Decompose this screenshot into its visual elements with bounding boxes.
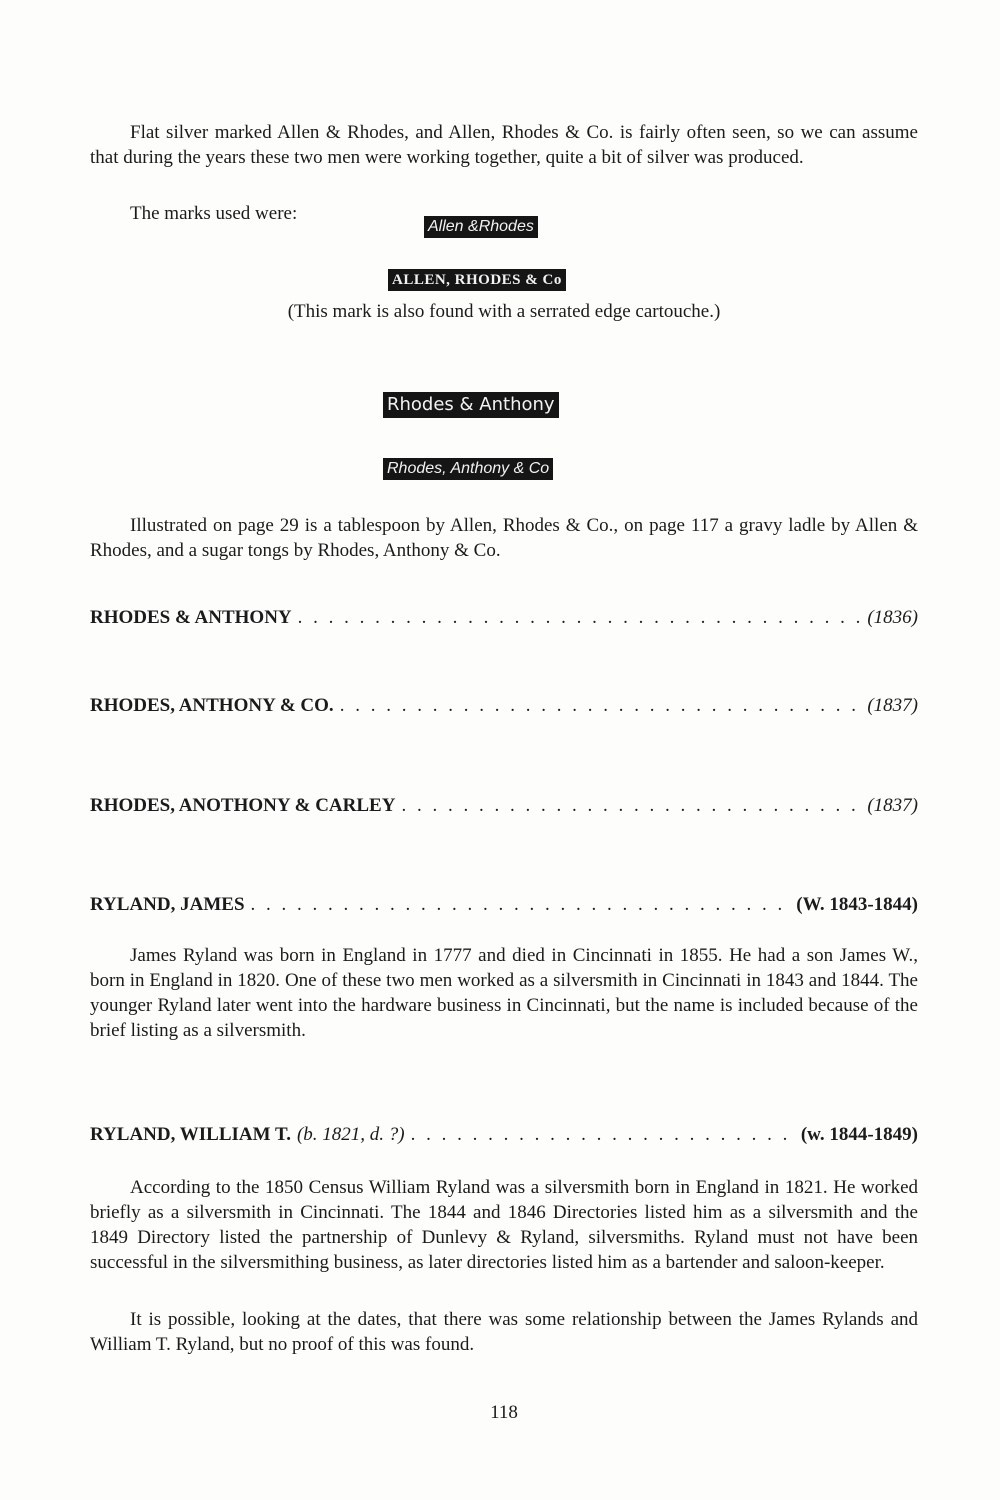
mark-allen-rhodes: Allen &Rhodes xyxy=(424,216,538,238)
entry-name: RHODES, ANTHONY & CO. xyxy=(90,695,334,716)
page-number: 118 xyxy=(490,1402,518,1423)
mark-rhodes-anthony: Rhodes & Anthony xyxy=(383,392,559,418)
illustrated-paragraph: Illustrated on page 29 is a tablespoon by Allen, Rhodes & Co., on page 117 a gravy ladle by Allen & Rhodes, and a sugar tongs by Rhodes, Anthony & Co. xyxy=(90,515,918,561)
entry-lifespan: (b. 1821, d. ?) xyxy=(296,1124,405,1145)
entry-name: RHODES, ANOTHONY & CARLEY xyxy=(90,795,396,816)
relationship-paragraph: It is possible, looking at the dates, that there was some relationship between the James Rylands and William T. Ryland, but no proof of this was found. xyxy=(90,1309,918,1355)
serrated-note: (This mark is also found with a serrated edge cartouche.) xyxy=(287,301,721,322)
entry-date: (W. 1843-1844) xyxy=(796,894,918,915)
entry-name: RYLAND, WILLIAM T. xyxy=(90,1124,291,1145)
entry-date: (1837) xyxy=(867,695,918,716)
leader-dots xyxy=(298,607,862,629)
entry-date: (1837) xyxy=(867,795,918,816)
leader-dots xyxy=(340,695,862,717)
leader-dots xyxy=(401,795,861,817)
mark-rhodes-anthony-co: Rhodes, Anthony & Co xyxy=(383,458,553,480)
entry-rhodes-anothony-carley xyxy=(90,795,918,817)
intro-paragraph: Flat silver marked Allen & Rhodes, and Allen, Rhodes & Co. is fairly often seen, so we can assume that during the years these two men were working together, quite a bit of silver was produced. xyxy=(90,122,918,168)
mark-allen-rhodes-co: ALLEN, RHODES & Co xyxy=(388,269,566,291)
entry-date: (1836) xyxy=(867,607,918,628)
william-ryland-paragraph: According to the 1850 Census William Ryland was a silversmith born in England in 1821. He worked briefly as a silversmith in Cincinnati. The 1844 and 1846 Directories listed him as a silversmith and the 1849 Directory listed the partnership of Dunlevy & Ryland, silversmiths. Ryland must not have been successful in the silversmithing business, as later directories listed him as a bartender and saloon-keeper. xyxy=(90,1177,918,1273)
entry-name: RHODES & ANTHONY xyxy=(90,607,292,628)
james-ryland-paragraph: James Ryland was born in England in 1777 and died in Cincinnati in 1855. He had a son James W., born in England in 1820. One of these two men worked as a silversmith in Cincinnati in 1843 and 1844. The younger Ryland later went into the hardware business in Cincinnati, but the name is included because of the brief listing as a silversmith. xyxy=(90,945,918,1041)
entry-name: RYLAND, JAMES xyxy=(90,894,245,915)
entry-rhodes-anthony-co xyxy=(90,695,918,717)
leader-dots xyxy=(411,1124,795,1146)
entry-rhodes-anthony xyxy=(90,607,918,629)
entry-date: (w. 1844-1849) xyxy=(800,1124,918,1145)
marks-intro-text: The marks used were: xyxy=(130,203,298,224)
entry-ryland-james xyxy=(90,894,918,916)
entry-ryland-william xyxy=(90,1124,918,1146)
leader-dots xyxy=(251,894,791,916)
